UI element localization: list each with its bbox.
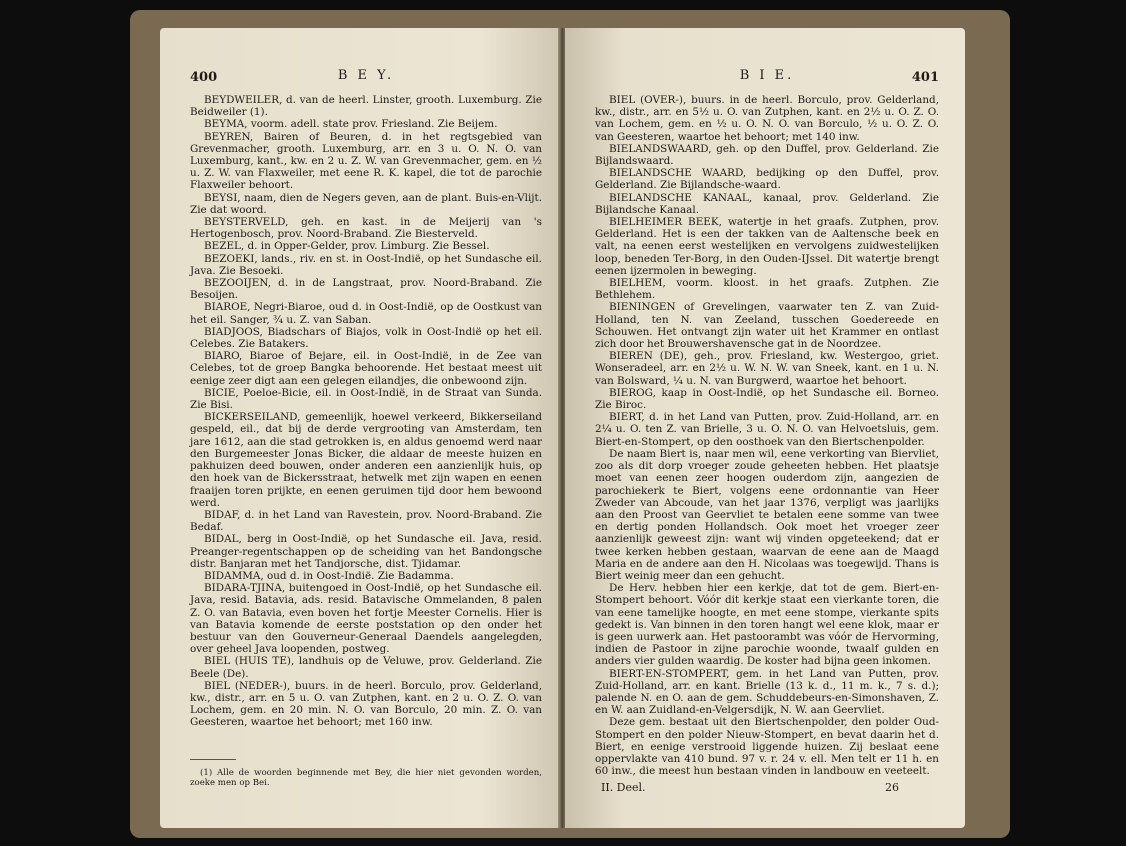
dictionary-entry: BIDAF, d. in het Land van Ravestein, prov. Noord-Braband. Zie Bedaf. — [190, 508, 542, 534]
dictionary-entry: BIENINGEN of Grevelingen, vaarwater ten Z. van Zuid-Holland, ten N. van Zeeland, tusschen Goedereede en Schouwen. Het ontvangt zijn water uit het Krammer en ontlast zich door het Brouwershavensche gat in de Noordzee. — [595, 301, 939, 351]
left-page — [160, 28, 560, 828]
dictionary-entry: BIELANDSCHE WAARD, bedijking op den Duffel, prov. Gelderland. Zie Bijlandsche-waard. — [595, 167, 939, 192]
dictionary-entry: BEZOOIJEN, d. in de Langstraat, prov. Noord-Braband. Zie Besoijen. — [190, 277, 542, 302]
right-running-title: B I E. — [739, 68, 795, 83]
dictionary-entry: BIEREN (DE), geh., prov. Friesland, kw. Westergoo, griet. Wonseradeel, arr. en 2½ u. W. N. W. van Sneek, kant. en 1 u. N. van Bolsward, ¼ u. N. van Burgwerd, waartoe het behoort. — [595, 350, 939, 387]
dictionary-entry: BEYSI, naam, dien de Negers geven, aan de plant. Buis-en-Vlijt. Zie dat woord. — [190, 191, 542, 216]
dictionary-entry: Deze gem. bestaat uit den Biertschenpolder, den polder Oud-Stompert en den polder Nieuw-Stompert, en bevat daarin het d. Biert, en eenige verstrooid liggende huizen. Zij beslaat eene oppervlakte van 410 bund. 97 v. r. 24 v. ell. Men telt er 11 h. en 60 inw., die meest hun bestaan vinden in landbouw en veeteelt. — [595, 716, 939, 778]
right-page — [565, 28, 965, 828]
dictionary-entry: BEYSTERVELD, geh. en kast. in de Meijerij van 's Hertogenbosch, prov. Noord-Braband. Zie Biesterveld. — [190, 216, 542, 241]
dictionary-entry: BEYMA, voorm. adell. state prov. Friesland. Zie Beijem. — [204, 118, 498, 131]
dictionary-entry: BIEL (NEDER-), buurs. in de heerl. Borculo, prov. Gelderland, kw., distr., arr. en 5 u. O. van Zutphen, kant. en 2 u. O. Z. O. van Lochem, gem. en 20 min. N. O. van Borculo, 20 min. Z. O. van Geesteren, waartoe het behoort; met 160 inw. — [190, 679, 542, 729]
left-page-number: 400 — [190, 70, 218, 85]
right-running-head — [595, 68, 939, 88]
dictionary-entry: BIELANDSWAARD, geh. op den Duffel, prov. Gelderland. Zie Bijlandswaard. — [595, 142, 939, 168]
left-running-head — [190, 68, 542, 88]
dictionary-entry: BIEL (HUIS TE), landhuis op de Veluwe, prov. Gelderland. Zie Beele (De). — [190, 655, 542, 680]
page-footer — [595, 781, 939, 795]
dictionary-entry: BICIE, Poeloe-Bicie, eil. in Oost-Indië, in de Straat van Sunda. Zie Bisi. — [190, 386, 542, 412]
dictionary-entry: BIDARA-TJINA, buitengoed in Oost-Indië, op het Sundasche eil. Java, resid. Batavia, ads. resid. Batavische Ommelanden, 8 palen Z. O. van Batavia, even boven het fortje Meester Cornelis. Hier is van Batavia komende de eerste poststation op den onder het bestuur van den Gouverneur-Generaal Daendels aangelegden, over geheel Java loopenden, postweg. — [190, 582, 542, 656]
dictionary-entry: BIAROE, Negri-Biaroe, oud d. in Oost-Indië, op de Oostkust van het eil. Sanger, ¾ u. Z. van Saban. — [190, 301, 542, 326]
sheet-number: 26 — [885, 781, 899, 795]
volume-signature: II. Deel. — [601, 781, 646, 795]
dictionary-entry: BIELHEIMER BEEK, watertje in het graafs. Zutphen, prov. Gelderland. Het is een der takken van de Aaltensche beek en valt, na eenen eerst westelijken en vervolgens zuidwestelijken loop, beneden Ter-Borg, in den Ouden-IJssel. Dit watertje brengt eenen ijzermolen in beweging. — [595, 216, 939, 277]
dictionary-entry: BIARO, Biaroe of Bejare, eil. in Oost-Indië, in de Zee van Celebes, tot de groep Bangka behoorende. Het bestaat meest uit eenige zeer digt aan een gelegen eilandjes, die onbewoond zijn. — [190, 350, 542, 387]
dictionary-entry: BIERT, d. in het Land van Putten, prov. Zuid-Holland, arr. en 2¼ u. O. ten Z. van Brielle, 3 u. O. N. O. van Helvoetsluis, gem. Biert-en-Stompert, op den oosthoek van den Biertschenpolder. — [595, 411, 939, 448]
dictionary-entry: BIELANDSCHE KANAAL, kanaal, prov. Gelderland. Zie Bijlandsche Kanaal. — [595, 191, 939, 216]
dictionary-entry: BIELHEM, voorm. kloost. in het graafs. Zutphen. Zie Bethlehem. — [595, 277, 939, 302]
dictionary-entry: BIERT-EN-STOMPERT, gem. in het Land van Putten, prov. Zuid-Holland, arr. en kant. Brielle (13 k. d., 11 m. k., 7 s. d.); palende N. en O. aan de gem. Schuddebeurs-en-Simonshaven, Z. en W. aan Zuidland-en-Velgersdijk, N. W. aan Geervliet. — [595, 667, 939, 717]
dictionary-entry: BIDAMMA, oud d. in Oost-Indië. Zie Badamma. — [204, 569, 454, 582]
left-entries — [190, 94, 542, 729]
dictionary-entry: BIEL (OVER-), buurs. in de heerl. Borculo, prov. Gelderland, kw., distr., arr. en 5½ u. O. van Zutphen, kant. en 2½ u. O. Z. O. van Lochem, gem. en ½ u. O. N. O. van Borculo, ½ u. O. Z. O. van Geesteren, waartoe het behoort; met 140 inw. — [595, 94, 939, 143]
footnote: (1) Alle de woorden beginnende met Bey, die hier niet gevonden worden, zoeke men op Bei. — [190, 768, 542, 789]
dictionary-entry: BIADJOOS, Biadschars of Biajos, volk in Oost-Indië op het eil. Celebes. Zie Batakers. — [190, 325, 542, 351]
dictionary-entry: De naam Biert is, naar men wil, eene verkorting van Biervliet, zoo als dit dorp vroeger zoude geheeten hebben. Het plaatsje moet van eenen zeer hoogen ouderdom zijn, aangezien de parochiekerk te Biert, volgens eene ordonnantie van Heer Zweder van Abcoude, van het jaar 1376, verpligt was jaarlijks aan den Proost van Geervliet te betalen eene somme van twee en dertig ponden Hollandsch. Ook moet het vroeger zeer aanzienlijk geweest zijn: want wij vinden opgeteekend; dat er twee kerken hebben gestaan, waarvan de eene aan de Maagd Maria en de andere aan den H. Nicolaas was toegewijd. Thans is Biert weinig meer dan een gehucht. — [595, 447, 939, 582]
dictionary-entry: BIDAL, berg in Oost-Indië, op het Sundasche eil. Java, resid. Preanger-regentschappen op de scheiding van het Bandongsche distr. Banjaran met het Tandjorsche, dist. Tjidamar. — [190, 533, 542, 570]
left-running-title: B E Y. — [337, 68, 395, 83]
dictionary-entry: BEZEL, d. in Opper-Gelder, prov. Limburg. Zie Bessel. — [204, 240, 490, 253]
right-entries — [595, 94, 939, 777]
dictionary-entry: De Herv. hebben hier een kerkje, dat tot de gem. Biert-en-Stompert behoort. Vóór dit kerkje staat een vierkante toren, die van eene tamelijke hoogte, en met eene stompe, vierkante spits gedekt is. Van binnen in den toren hangt wel eene klok, maar er is geen uurwerk aan. Het pastoorambt was vóór de Hervorming, indien de Pastoor in zijne parochie woonde, twaalf gulden en anders vier gulden waardig. De koster had bijna geen inkomen. — [595, 582, 939, 668]
dictionary-entry: BEYDWEILER, d. van de heerl. Linster, grooth. Luxemburg. Zie Beidweiler (1). — [190, 94, 542, 119]
dictionary-entry: BEZOEKI, lands., riv. en st. in Oost-Indië, op het Sundasche eil. Java. Zie Besoeki. — [190, 252, 542, 277]
footnote-rule — [190, 759, 236, 760]
dictionary-entry: BICKERSEILAND, gemeenlijk, hoewel verkeerd, Bikkerseiland gespeld, eil., dat bij de derde vergrooting van Amsterdam, ten jare 1612, aan die stad getrokken is, en aldus genoemd werd naar den Burgemeester Jonas Bicker, die aldaar de meeste huizen en pakhuizen deed bouwen, onder anderen een aanzienlijk huis, op den hoek van de Bickersstraat, hetwelk met zijn wapen en eenen fraaijen toren prijkte, en eenen geruimen tijd door hem bewoond werd. — [190, 411, 542, 509]
dictionary-entry: BIEROG, kaap in Oost-Indië, op het Sundasche eil. Borneo. Zie Biroc. — [595, 386, 939, 412]
right-page-number: 401 — [911, 70, 939, 85]
dictionary-entry: BEYREN, Bairen of Beuren, d. in het regtsgebied van Grevenmacher, grooth. Luxemburg, arr. en 3 u. O. N. O. van Luxemburg, kant., kw. en 2 u. Z. W. van Grevenmacher, gem. en ½ u. Z. W. van Flaxweiler, met eene R. K. kapel, die tot de parochie Flaxweiler behoort. — [190, 130, 542, 192]
